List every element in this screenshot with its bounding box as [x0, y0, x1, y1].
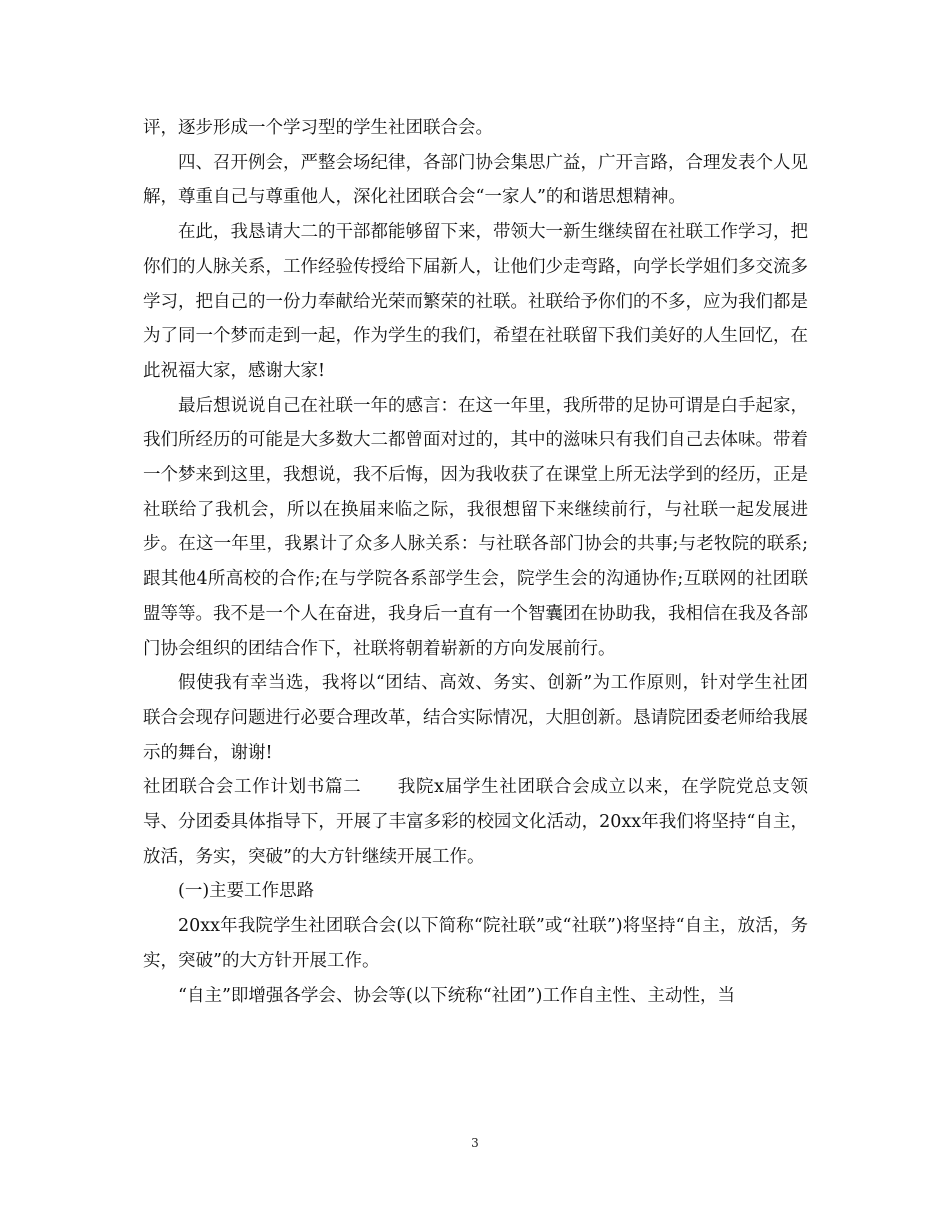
paragraph: 在此，我恳请大二的干部都能够留下来，带领大一新生继续留在社联工作学习，把你们的人脉关系，工作经验传授给下届新人，让他们少走弯路，向学长学姐们多交流多学习，把自己的一份力奉献给光荣而繁荣的社联。社联给予你们的不多，应为我们都是为了同一个梦而走到一起，作为学生的我们，希望在社联留下我们美好的人生回忆，在此祝福大家，感谢大家!	[143, 222, 808, 381]
paragraph: 20xx年我院学生社团联合会(以下简称“院社联”或“社联”)将坚持“自主，放活，务实，突破”的大方针开展工作。	[143, 916, 808, 971]
document-body	[143, 111, 808, 1013]
paragraph: (一)主要工作思路	[178, 881, 315, 902]
paragraph: 最后想说说自己在社联一年的感言：在这一年里，我所带的足协可谓是白手起家，我们所经历的可能是大多数大二都曾面对过的，其中的滋味只有我们自己去体味。带着一个梦来到这里，我想说，我不后悔，因为我收获了在课堂上所无法学到的经历，正是社联给了我机会，所以在换届来临之际，我很想留下来继续前行，与社联一起发展进步。在这一年里，我累计了众多人脉关系：与社联各部门协会的共事;与老牧院的联系;跟其他4所高校的合作;在与学院各系部学生会，院学生会的沟通协作;互联网的社团联盟等等。我不是一个人在奋进，我身后一直有一个智囊团在协助我，我相信在我及各部门协会组织的团结合作下，社联将朝着崭新的方向发展前行。	[143, 395, 808, 659]
paragraph: 四、召开例会，严整会场纪律，各部门协会集思广益，广开言路，合理发表个人见解，尊重自己与尊重他人，深化社团联合会“一家人”的和谐思想精神。	[143, 152, 808, 208]
paragraph: 评，逐步形成一个学习型的学生社团联合会。	[143, 118, 493, 138]
paragraph: “自主”即增强各学会、协会等(以下统称“社团”)工作自主性、主动性，当	[178, 985, 735, 1006]
page-number: 3	[471, 1136, 479, 1150]
paragraph: 假使我有幸当选，我将以“团结、高效、务实、创新”为工作原则，针对学生社团联合会现存问题进行必要合理改革，结合实际情况，大胆创新。恳请院团委老师给我展示的舞台，谢谢!	[143, 673, 808, 763]
section-heading-paragraph: 社团联合会工作计划书篇二 我院x届学生社团联合会成立以来，在学院党总支领导、分团委具体指导下，开展了丰富多彩的校园文化活动，20xx年我们将坚持“自主，放活，务实，突破”的大方针继续开展工作。	[143, 777, 808, 867]
